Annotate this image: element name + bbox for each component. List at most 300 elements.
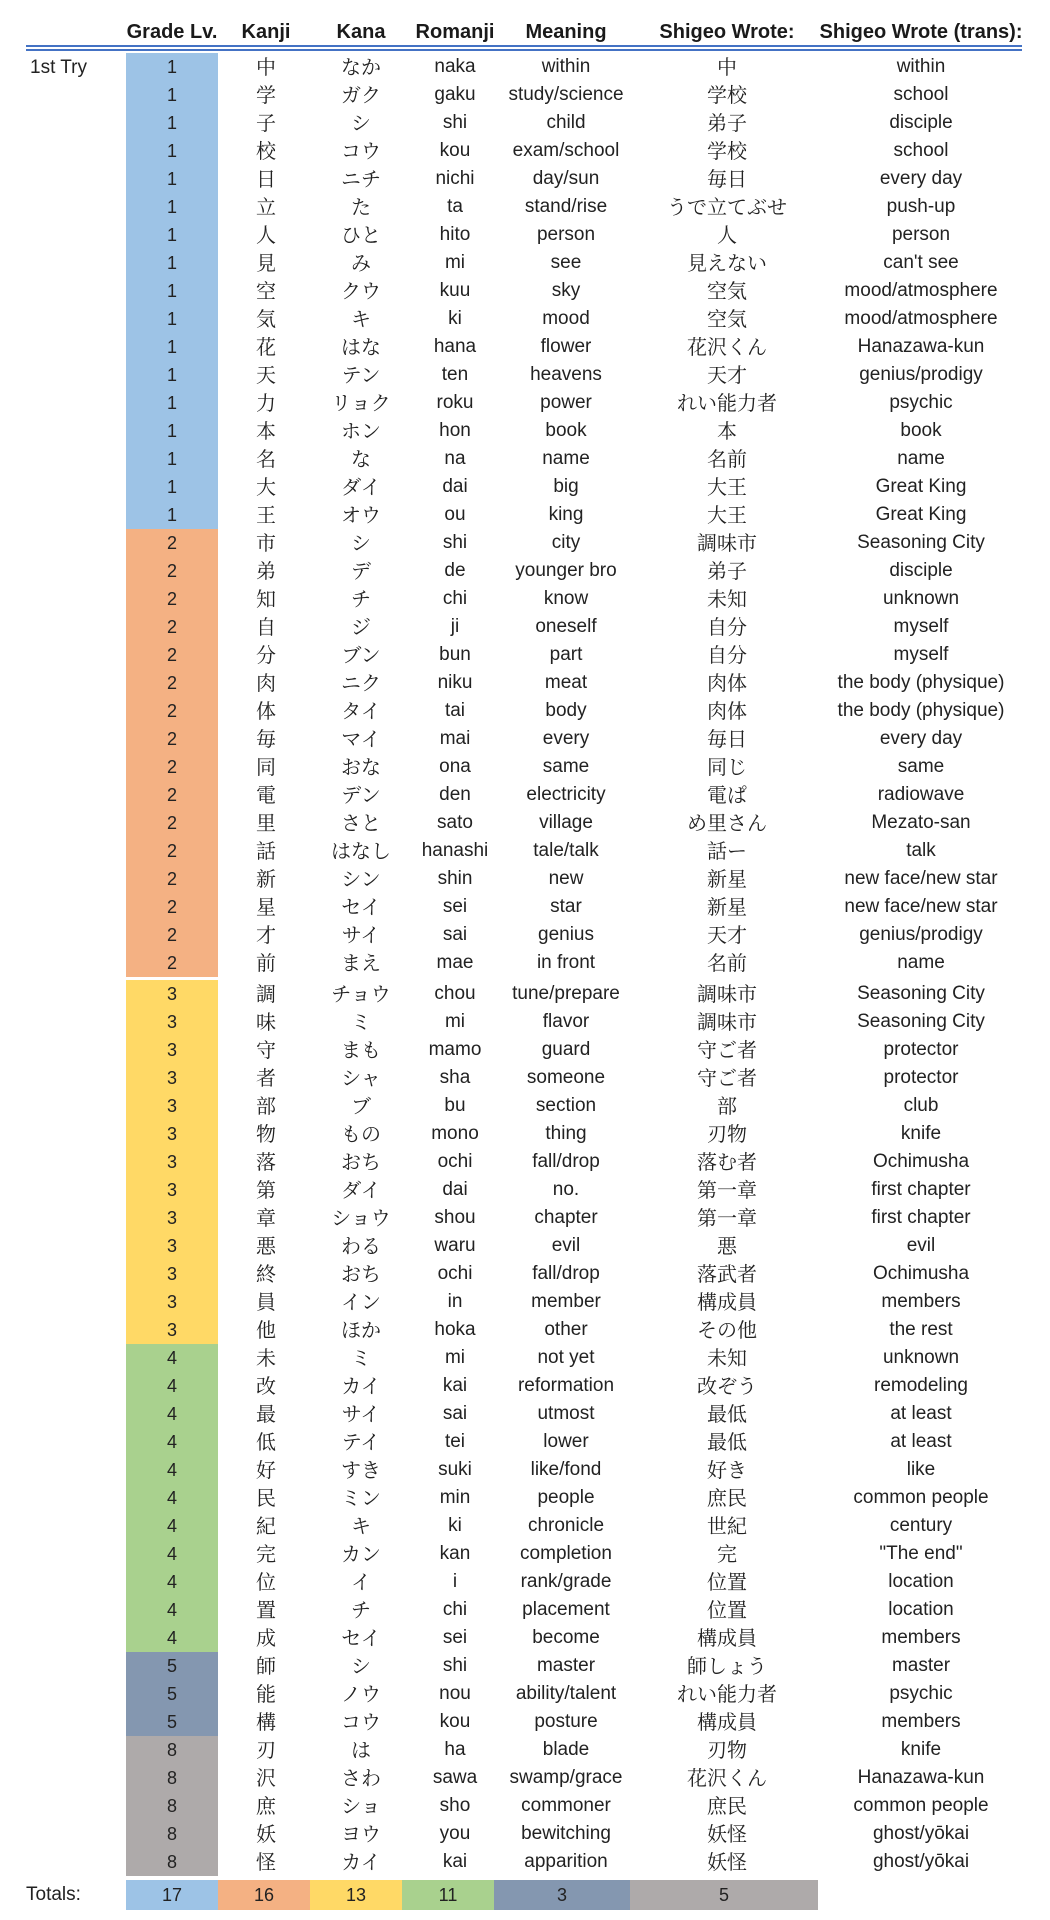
shigeo-wrote-trans-cell: century [889,1515,953,1536]
total-grade-8: 5 [630,1880,818,1910]
shigeo-wrote-cell: 同じ [707,755,747,779]
table-row [0,1820,1050,1848]
kana-cell: おち [341,1262,381,1286]
kanji-cell: 才 [256,923,276,947]
kanji-cell: 花 [256,335,276,359]
romanji-cell: nou [439,1683,471,1704]
shigeo-wrote-cell: 毎日 [707,727,747,751]
romanji-cell: chi [442,588,468,609]
kana-cell: シン [341,867,381,891]
shigeo-wrote-trans-cell: mood/atmosphere [844,308,998,329]
shigeo-wrote-trans-cell: common people [853,1795,989,1816]
meaning-cell: fall/drop [532,1151,600,1172]
shigeo-wrote-cell: 未知 [707,587,747,611]
romanji-cell: shi [442,112,468,133]
romanji-cell: shi [442,1655,468,1676]
grade-cell: 2 [166,561,177,581]
kanji-cell: 電 [256,783,276,807]
meaning-cell: guard [541,1039,591,1060]
table-row [0,1008,1050,1036]
romanji-cell: ten [441,364,469,385]
shigeo-wrote-trans-cell: at least [890,1403,952,1424]
grade-cell: 3 [166,1012,177,1032]
grade-cell: 3 [166,1096,177,1116]
kanji-cell: 調 [256,982,276,1006]
shigeo-wrote-trans-cell: knife [900,1739,942,1760]
kanji-cell: 員 [256,1290,276,1314]
kanji-cell: 紀 [256,1514,276,1538]
kanji-cell: 市 [256,531,276,555]
meaning-cell: tale/talk [533,840,599,861]
kana-cell: ダイ [341,1178,381,1202]
meaning-cell: book [545,420,587,441]
grade-cell: 4 [166,1628,177,1648]
table-row [0,473,1050,501]
meaning-cell: not yet [537,1347,595,1368]
table-row [0,137,1050,165]
shigeo-wrote-cell: 調味市 [697,982,757,1006]
romanji-cell: suki [438,1459,472,1480]
kanji-cell: 体 [256,699,276,723]
shigeo-wrote-trans-cell: within [896,56,946,77]
shigeo-wrote-cell: 調味市 [697,531,757,555]
shigeo-wrote-cell: 花沢くん [687,335,767,359]
header-kanji: Kanji [241,21,291,43]
kana-cell: ノウ [341,1682,381,1706]
kana-cell: おな [341,755,381,779]
shigeo-wrote-cell: 第一章 [697,1206,757,1230]
table-row [0,1148,1050,1176]
kana-cell: サイ [341,1402,381,1426]
grade-cell: 2 [166,701,177,721]
shigeo-wrote-cell: 中 [717,55,737,79]
meaning-cell: meat [544,672,588,693]
shigeo-wrote-cell: 肉体 [707,699,747,723]
kana-cell: なか [341,55,381,79]
shigeo-wrote-cell: 学校 [707,83,747,107]
kanji-cell: 悪 [256,1234,276,1258]
grade-cell: 8 [166,1740,177,1760]
kanji-cell: 能 [256,1682,276,1706]
shigeo-wrote-trans-cell: myself [893,616,949,637]
kana-cell: もの [341,1122,381,1146]
meaning-cell: swamp/grace [509,1767,623,1788]
meaning-cell: flower [540,336,592,357]
shigeo-wrote-trans-cell: mood/atmosphere [844,280,998,301]
shigeo-wrote-cell: 構成員 [697,1710,757,1734]
meaning-cell: like/fond [530,1459,602,1480]
romanji-cell: kou [439,1711,471,1732]
romanji-cell: kan [439,1543,471,1564]
shigeo-wrote-trans-cell: Hanazawa-kun [857,336,985,357]
kana-cell: は [351,1738,371,1762]
kanji-cell: 学 [256,83,276,107]
meaning-cell: new [548,868,584,889]
romanji-cell: mamo [428,1039,482,1060]
kana-cell: ヨウ [341,1822,381,1846]
kanji-cell: 校 [256,139,276,163]
kana-cell: カイ [341,1850,381,1874]
table-row [0,361,1050,389]
shigeo-wrote-cell: 最低 [707,1402,747,1426]
shigeo-wrote-cell: 改ぞう [697,1374,757,1398]
romanji-cell: gaku [434,84,476,105]
kanji-cell: 民 [256,1486,276,1510]
shigeo-wrote-cell: 空気 [707,279,747,303]
shigeo-wrote-trans-cell: unknown [882,588,960,609]
kanji-cell: 章 [256,1206,276,1230]
grade-cell: 1 [166,141,177,161]
romanji-cell: bu [444,1095,466,1116]
shigeo-wrote-trans-cell: members [881,1627,961,1648]
romanji-cell: ha [444,1739,466,1760]
shigeo-wrote-cell: 天才 [707,363,747,387]
shigeo-wrote-cell: 構成員 [697,1290,757,1314]
table-row [0,809,1050,837]
shigeo-wrote-cell: 最低 [707,1430,747,1454]
meaning-cell: thing [545,1123,587,1144]
header-shigeo-wrote-trans: Shigeo Wrote (trans): [819,21,1023,43]
grade-cell: 4 [166,1376,177,1396]
meaning-cell: become [532,1627,600,1648]
shigeo-wrote-trans-cell: members [881,1711,961,1732]
kanji-cell: 話 [256,839,276,863]
kanji-cell: 刃 [256,1738,276,1762]
romanji-cell: ji [450,616,460,637]
table-row [0,249,1050,277]
kana-cell: キ [351,1514,371,1538]
grade-cell: 2 [166,897,177,917]
kana-cell: コウ [341,139,381,163]
meaning-cell: power [540,392,592,413]
grade-cell: 1 [166,309,177,329]
table-row [0,1456,1050,1484]
kanji-cell: 落 [256,1150,276,1174]
kanji-cell: 自 [256,615,276,639]
kana-cell: カン [341,1542,381,1566]
shigeo-wrote-trans-cell: Seasoning City [857,532,985,553]
meaning-cell: city [551,532,581,553]
table-row [0,1120,1050,1148]
table-row [0,949,1050,977]
meaning-cell: bewitching [521,1823,611,1844]
shigeo-wrote-cell: 自分 [707,615,747,639]
shigeo-wrote-cell: 新星 [707,895,747,919]
shigeo-wrote-trans-cell: push-up [886,196,956,217]
table-row [0,1288,1050,1316]
shigeo-wrote-cell: 部 [717,1094,737,1118]
total-grade-4: 11 [402,1880,494,1910]
kana-cell: ミン [341,1486,381,1510]
grade-cell: 1 [166,337,177,357]
kana-cell: シ [351,531,371,555]
shigeo-wrote-trans-cell: like [906,1459,936,1480]
shigeo-wrote-trans-cell: talk [906,840,936,861]
grade-cell: 8 [166,1852,177,1872]
romanji-cell: ochi [437,1263,473,1284]
kanji-cell: 毎 [256,727,276,751]
table-row [0,529,1050,557]
shigeo-wrote-cell: 刃物 [707,1122,747,1146]
romanji-cell: ki [448,308,462,329]
kanji-cell: 前 [256,951,276,975]
kanji-cell: 本 [256,419,276,443]
table-row [0,753,1050,781]
kana-cell: さと [341,811,381,835]
shigeo-wrote-trans-cell: ghost/yōkai [872,1823,970,1844]
romanji-cell: mae [436,952,474,973]
header-rule-bottom [26,49,1022,51]
table-row [0,1540,1050,1568]
kana-cell: まも [341,1038,381,1062]
header-kana: Kana [336,21,386,43]
meaning-cell: every [542,728,590,749]
table-row [0,1316,1050,1344]
kanji-cell: 妖 [256,1822,276,1846]
kana-cell: テイ [341,1430,381,1454]
kana-cell: イ [351,1570,371,1594]
meaning-cell: body [545,700,587,721]
table-row [0,980,1050,1008]
table-row [0,1036,1050,1064]
kana-cell: た [351,195,371,219]
kana-cell: シャ [341,1066,381,1090]
grade-cell: 5 [166,1684,177,1704]
meaning-cell: placement [522,1599,610,1620]
shigeo-wrote-cell: 未知 [707,1346,747,1370]
table-row [0,333,1050,361]
table-row [0,109,1050,137]
kana-cell: ほか [341,1318,381,1342]
grade-cell: 3 [166,1292,177,1312]
romanji-cell: niku [437,672,473,693]
grade-cell: 3 [166,1180,177,1200]
meaning-cell: stand/rise [524,196,608,217]
kanji-cell: 好 [256,1458,276,1482]
meaning-cell: within [541,56,591,77]
shigeo-wrote-trans-cell: every day [879,168,963,189]
grade-cell: 2 [166,841,177,861]
meaning-cell: master [536,1655,596,1676]
grade-cell: 8 [166,1796,177,1816]
kana-cell: リョク [331,391,391,415]
grade-cell: 1 [166,169,177,189]
table-row [0,193,1050,221]
kanji-cell: 弟 [256,559,276,583]
meaning-cell: exam/school [512,140,620,161]
shigeo-wrote-cell: 第一章 [697,1178,757,1202]
table-row [0,1736,1050,1764]
kana-cell: クウ [341,279,381,303]
romanji-cell: i [452,1571,458,1592]
shigeo-wrote-trans-cell: Seasoning City [857,1011,985,1032]
shigeo-wrote-cell: れい能力者 [677,391,777,415]
shigeo-wrote-trans-cell: school [893,84,949,105]
kana-cell: ショ [341,1794,381,1818]
kana-cell: セイ [341,1626,381,1650]
table-row [0,1344,1050,1372]
meaning-cell: apparition [524,1851,608,1872]
meaning-cell: see [550,252,582,273]
meaning-cell: big [553,476,579,497]
kanji-cell: 見 [256,251,276,275]
total-grade-5: 3 [494,1880,630,1910]
kana-cell: シ [351,1654,371,1678]
grade-cell: 1 [166,477,177,497]
table-row [0,277,1050,305]
meaning-cell: fall/drop [532,1263,600,1284]
grade-cell: 1 [166,253,177,273]
kana-cell: ジ [351,615,371,639]
meaning-cell: name [542,448,590,469]
shigeo-wrote-cell: め里さん [687,811,767,835]
table-row [0,1232,1050,1260]
grade-cell: 5 [166,1656,177,1676]
kana-cell: シ [351,111,371,135]
meaning-cell: heavens [530,364,602,385]
shigeo-wrote-trans-cell: Ochimusha [872,1263,970,1284]
shigeo-wrote-cell: 調味市 [697,1010,757,1034]
header-meaning: Meaning [525,21,607,43]
meaning-cell: someone [526,1067,606,1088]
table-row [0,417,1050,445]
shigeo-wrote-cell: 守ご者 [697,1038,757,1062]
shigeo-wrote-trans-cell: knife [900,1123,942,1144]
grade-cell: 4 [166,1460,177,1480]
grade-cell: 2 [166,953,177,973]
kana-cell: キ [351,307,371,331]
romanji-cell: dai [442,1179,468,1200]
kana-cell: わる [341,1234,381,1258]
meaning-cell: ability/talent [515,1683,617,1704]
kanji-cell: 王 [256,503,276,527]
kanji-cell: 立 [256,195,276,219]
kana-cell: さわ [341,1766,381,1790]
shigeo-wrote-cell: 庶民 [707,1794,747,1818]
kanji-cell: 他 [256,1318,276,1342]
shigeo-wrote-trans-cell: first chapter [871,1207,971,1228]
shigeo-wrote-trans-cell: club [903,1095,939,1116]
table-row [0,445,1050,473]
romanji-cell: mi [444,1011,466,1032]
romanji-cell: ochi [437,1151,473,1172]
shigeo-wrote-cell: 話ー [707,839,747,863]
kanji-cell: 人 [256,223,276,247]
table-row [0,1848,1050,1876]
shigeo-wrote-trans-cell: members [881,1291,961,1312]
romanji-cell: kai [442,1375,468,1396]
kana-cell: ミ [351,1010,371,1034]
total-grade-2: 16 [218,1880,310,1910]
kanji-cell: 第 [256,1178,276,1202]
table-row [0,501,1050,529]
try-label: 1st Try [30,57,88,78]
table-row [0,1484,1050,1512]
kanji-cell: 里 [256,811,276,835]
shigeo-wrote-trans-cell: the body (physique) [837,700,1005,721]
shigeo-wrote-trans-cell: disciple [889,560,953,581]
kanji-cell: 庶 [256,1794,276,1818]
kanji-cell: 守 [256,1038,276,1062]
kana-cell: ニク [341,671,381,695]
kana-cell: タイ [341,699,381,723]
meaning-cell: village [539,812,593,833]
kanji-cell: 沢 [256,1766,276,1790]
shigeo-wrote-trans-cell: "The end" [879,1543,963,1564]
romanji-cell: chou [434,983,476,1004]
kana-cell: デ [351,559,371,583]
shigeo-wrote-trans-cell: ghost/yōkai [872,1851,970,1872]
kanji-cell: 中 [256,55,276,79]
grade-cell: 4 [166,1404,177,1424]
grade-cell: 2 [166,813,177,833]
kanji-cell: 子 [256,111,276,135]
kanji-cell: 終 [256,1262,276,1286]
kana-cell: な [351,447,371,471]
grade-cell: 2 [166,869,177,889]
table-row [0,725,1050,753]
shigeo-wrote-cell: 名前 [707,951,747,975]
meaning-cell: completion [520,1543,612,1564]
table-row [0,641,1050,669]
header-shigeo-wrote: Shigeo Wrote: [659,21,795,43]
kanji-cell: 構 [256,1710,276,1734]
kanji-cell: 天 [256,363,276,387]
grade-cell: 1 [166,505,177,525]
shigeo-wrote-cell: 守ご者 [697,1066,757,1090]
grade-cell: 3 [166,1068,177,1088]
shigeo-wrote-trans-cell: location [888,1599,954,1620]
shigeo-wrote-cell: 師しょう [687,1654,767,1678]
kana-cell: すき [341,1458,381,1482]
kanji-cell: 改 [256,1374,276,1398]
grade-cell: 1 [166,449,177,469]
shigeo-wrote-trans-cell: can't see [883,252,959,273]
shigeo-wrote-cell: 天才 [707,923,747,947]
table-row [0,165,1050,193]
shigeo-wrote-trans-cell: Great King [875,504,967,525]
romanji-cell: sai [442,924,468,945]
meaning-cell: in front [536,952,596,973]
shigeo-wrote-trans-cell: the rest [889,1319,953,1340]
shigeo-wrote-cell: 刃物 [707,1738,747,1762]
shigeo-wrote-cell: 名前 [707,447,747,471]
shigeo-wrote-trans-cell: genius/prodigy [859,364,983,385]
grade-cell: 3 [166,1124,177,1144]
shigeo-wrote-cell: 肉体 [707,671,747,695]
romanji-cell: dai [442,476,468,497]
grade-cell: 2 [166,589,177,609]
kana-cell: マイ [341,727,381,751]
kanji-cell: 完 [256,1542,276,1566]
romanji-cell: ou [444,504,466,525]
table-row [0,1204,1050,1232]
romanji-cell: ta [447,196,463,217]
grade-cell: 4 [166,1348,177,1368]
grade-cell: 3 [166,1208,177,1228]
kana-cell: はな [341,335,381,359]
romanji-cell: tei [444,1431,466,1452]
shigeo-wrote-cell: 妖怪 [707,1850,747,1874]
kana-cell: ニチ [341,167,381,191]
meaning-cell: person [536,224,596,245]
table-row [0,781,1050,809]
table-row [0,921,1050,949]
table-row [0,1596,1050,1624]
shigeo-wrote-cell: うで立てぶせ [667,195,787,219]
meaning-cell: chronicle [527,1515,605,1536]
kanji-cell: 部 [256,1094,276,1118]
